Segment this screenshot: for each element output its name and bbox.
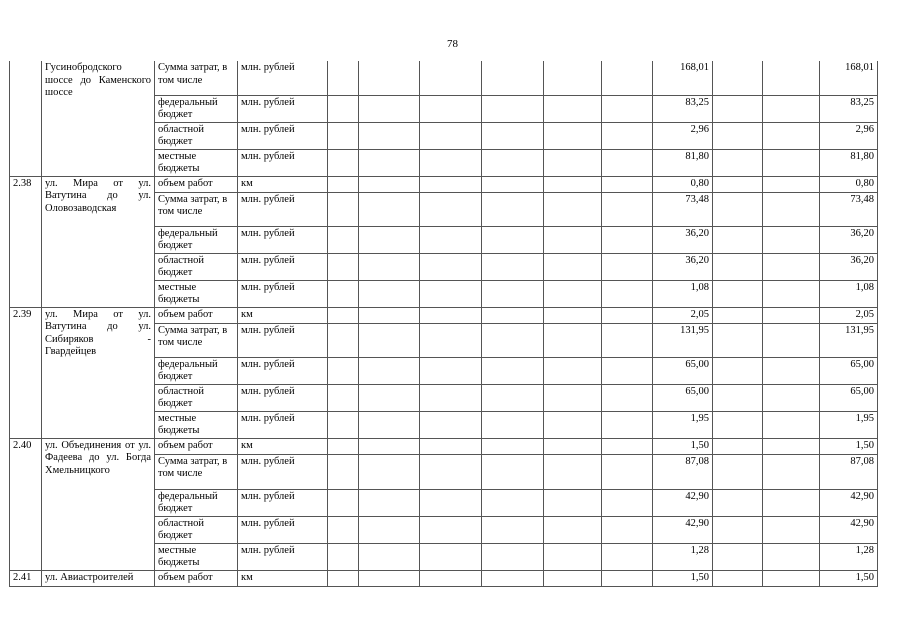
empty-cell: [763, 61, 820, 95]
empty-cell: [482, 543, 544, 570]
table-row: [10, 61, 878, 95]
empty-cell: [482, 192, 544, 226]
empty-cell: [328, 516, 359, 543]
empty-cell: [328, 438, 359, 454]
empty-cell: [544, 411, 602, 438]
table-row: [10, 438, 878, 454]
empty-cell: [420, 411, 482, 438]
empty-cell: [763, 516, 820, 543]
empty-cell: [328, 489, 359, 516]
total-cell: 1,28: [820, 543, 878, 570]
value-cell: 131,95: [653, 323, 713, 357]
row-label: объем работ: [155, 438, 238, 454]
unit-cell: млн. рублей: [238, 149, 328, 176]
empty-cell: [713, 438, 763, 454]
empty-cell: [359, 176, 420, 192]
value-cell: 83,25: [653, 95, 713, 122]
empty-cell: [544, 149, 602, 176]
empty-cell: [420, 489, 482, 516]
empty-cell: [763, 411, 820, 438]
empty-cell: [544, 95, 602, 122]
empty-cell: [328, 226, 359, 253]
empty-cell: [713, 454, 763, 489]
empty-cell: [482, 516, 544, 543]
section-number: 2.39: [10, 307, 42, 438]
empty-cell: [763, 307, 820, 323]
empty-cell: [763, 543, 820, 570]
empty-cell: [328, 176, 359, 192]
row-label: объем работ: [155, 570, 238, 586]
empty-cell: [482, 176, 544, 192]
empty-cell: [328, 192, 359, 226]
empty-cell: [328, 411, 359, 438]
empty-cell: [602, 95, 653, 122]
empty-cell: [763, 176, 820, 192]
total-cell: 36,20: [820, 253, 878, 280]
empty-cell: [328, 122, 359, 149]
row-label: Сумма затрат, в том числе: [155, 323, 238, 357]
section-number: 2.41: [10, 570, 42, 586]
empty-cell: [544, 307, 602, 323]
empty-cell: [602, 438, 653, 454]
object-name: ул. Мира от ул. Ватутина до ул. Сибиряков - Гвардейцев: [42, 307, 155, 438]
empty-cell: [713, 149, 763, 176]
value-cell: 36,20: [653, 226, 713, 253]
empty-cell: [713, 323, 763, 357]
empty-cell: [602, 149, 653, 176]
value-cell: 65,00: [653, 357, 713, 384]
unit-cell: млн. рублей: [238, 192, 328, 226]
empty-cell: [328, 323, 359, 357]
value-cell: 42,90: [653, 516, 713, 543]
total-cell: 83,25: [820, 95, 878, 122]
row-label: федеральный бюджет: [155, 95, 238, 122]
empty-cell: [713, 543, 763, 570]
unit-cell: км: [238, 176, 328, 192]
empty-cell: [420, 176, 482, 192]
empty-cell: [482, 438, 544, 454]
empty-cell: [713, 411, 763, 438]
row-label: объем работ: [155, 176, 238, 192]
row-label: местные бюджеты: [155, 411, 238, 438]
empty-cell: [713, 176, 763, 192]
value-cell: 81,80: [653, 149, 713, 176]
empty-cell: [544, 176, 602, 192]
empty-cell: [602, 454, 653, 489]
total-cell: 65,00: [820, 357, 878, 384]
empty-cell: [602, 192, 653, 226]
empty-cell: [420, 438, 482, 454]
row-label: федеральный бюджет: [155, 357, 238, 384]
empty-cell: [713, 384, 763, 411]
total-cell: 36,20: [820, 226, 878, 253]
empty-cell: [420, 543, 482, 570]
row-label: областной бюджет: [155, 122, 238, 149]
empty-cell: [713, 226, 763, 253]
empty-cell: [713, 570, 763, 586]
empty-cell: [763, 323, 820, 357]
unit-cell: млн. рублей: [238, 226, 328, 253]
unit-cell: млн. рублей: [238, 489, 328, 516]
row-label: местные бюджеты: [155, 543, 238, 570]
empty-cell: [359, 323, 420, 357]
section-number: [10, 61, 42, 176]
empty-cell: [482, 357, 544, 384]
empty-cell: [482, 307, 544, 323]
value-cell: 1,08: [653, 280, 713, 307]
row-label: объем работ: [155, 307, 238, 323]
empty-cell: [420, 61, 482, 95]
total-cell: 1,95: [820, 411, 878, 438]
empty-cell: [420, 149, 482, 176]
total-cell: 0,80: [820, 176, 878, 192]
empty-cell: [544, 61, 602, 95]
empty-cell: [359, 95, 420, 122]
value-cell: 87,08: [653, 454, 713, 489]
empty-cell: [713, 95, 763, 122]
total-cell: 73,48: [820, 192, 878, 226]
empty-cell: [420, 95, 482, 122]
empty-cell: [602, 384, 653, 411]
empty-cell: [544, 226, 602, 253]
empty-cell: [544, 438, 602, 454]
empty-cell: [420, 307, 482, 323]
empty-cell: [544, 192, 602, 226]
empty-cell: [328, 61, 359, 95]
empty-cell: [544, 323, 602, 357]
empty-cell: [359, 543, 420, 570]
empty-cell: [602, 176, 653, 192]
empty-cell: [713, 122, 763, 149]
row-label: федеральный бюджет: [155, 226, 238, 253]
empty-cell: [359, 570, 420, 586]
empty-cell: [359, 122, 420, 149]
object-name: Гусинобродского шоссе до Каменского шоссе: [42, 61, 155, 176]
value-cell: 42,90: [653, 489, 713, 516]
empty-cell: [482, 122, 544, 149]
empty-cell: [482, 280, 544, 307]
empty-cell: [482, 570, 544, 586]
total-cell: 87,08: [820, 454, 878, 489]
empty-cell: [763, 149, 820, 176]
unit-cell: км: [238, 307, 328, 323]
unit-cell: млн. рублей: [238, 454, 328, 489]
empty-cell: [763, 570, 820, 586]
empty-cell: [544, 384, 602, 411]
empty-cell: [420, 122, 482, 149]
unit-cell: млн. рублей: [238, 253, 328, 280]
empty-cell: [420, 454, 482, 489]
empty-cell: [482, 384, 544, 411]
empty-cell: [763, 438, 820, 454]
empty-cell: [328, 253, 359, 280]
empty-cell: [482, 95, 544, 122]
total-cell: 81,80: [820, 149, 878, 176]
empty-cell: [482, 61, 544, 95]
empty-cell: [328, 543, 359, 570]
unit-cell: млн. рублей: [238, 516, 328, 543]
empty-cell: [482, 454, 544, 489]
unit-cell: млн. рублей: [238, 122, 328, 149]
empty-cell: [763, 357, 820, 384]
empty-cell: [602, 61, 653, 95]
empty-cell: [602, 280, 653, 307]
total-cell: 1,50: [820, 570, 878, 586]
empty-cell: [544, 122, 602, 149]
empty-cell: [420, 280, 482, 307]
value-cell: 1,50: [653, 570, 713, 586]
row-label: областной бюджет: [155, 384, 238, 411]
table-row: [10, 307, 878, 323]
empty-cell: [602, 307, 653, 323]
total-cell: 1,50: [820, 438, 878, 454]
empty-cell: [544, 253, 602, 280]
empty-cell: [328, 95, 359, 122]
empty-cell: [602, 357, 653, 384]
row-label: местные бюджеты: [155, 280, 238, 307]
empty-cell: [763, 489, 820, 516]
empty-cell: [482, 489, 544, 516]
value-cell: 2,05: [653, 307, 713, 323]
empty-cell: [602, 516, 653, 543]
empty-cell: [328, 307, 359, 323]
budget-table: [9, 61, 878, 587]
empty-cell: [602, 122, 653, 149]
empty-cell: [420, 570, 482, 586]
empty-cell: [359, 192, 420, 226]
empty-cell: [359, 411, 420, 438]
object-name: ул. Объединения от ул. Фадеева до ул. Богда Хмельницкого: [42, 438, 155, 570]
empty-cell: [328, 454, 359, 489]
empty-cell: [359, 489, 420, 516]
total-cell: 42,90: [820, 516, 878, 543]
unit-cell: млн. рублей: [238, 543, 328, 570]
unit-cell: млн. рублей: [238, 95, 328, 122]
empty-cell: [763, 384, 820, 411]
table-row: [10, 176, 878, 192]
row-label: областной бюджет: [155, 253, 238, 280]
value-cell: 1,95: [653, 411, 713, 438]
section-number: 2.38: [10, 176, 42, 307]
empty-cell: [713, 253, 763, 280]
total-cell: 2,96: [820, 122, 878, 149]
value-cell: 65,00: [653, 384, 713, 411]
empty-cell: [544, 543, 602, 570]
empty-cell: [763, 192, 820, 226]
empty-cell: [602, 489, 653, 516]
empty-cell: [420, 516, 482, 543]
empty-cell: [602, 226, 653, 253]
value-cell: 168,01: [653, 61, 713, 95]
empty-cell: [328, 384, 359, 411]
empty-cell: [602, 543, 653, 570]
empty-cell: [359, 516, 420, 543]
unit-cell: км: [238, 438, 328, 454]
empty-cell: [763, 95, 820, 122]
unit-cell: км: [238, 570, 328, 586]
empty-cell: [359, 253, 420, 280]
unit-cell: млн. рублей: [238, 357, 328, 384]
empty-cell: [359, 226, 420, 253]
empty-cell: [763, 226, 820, 253]
empty-cell: [763, 253, 820, 280]
total-cell: 1,08: [820, 280, 878, 307]
total-cell: 2,05: [820, 307, 878, 323]
empty-cell: [420, 357, 482, 384]
row-label: областной бюджет: [155, 516, 238, 543]
empty-cell: [359, 307, 420, 323]
value-cell: 36,20: [653, 253, 713, 280]
empty-cell: [544, 454, 602, 489]
empty-cell: [544, 280, 602, 307]
value-cell: 2,96: [653, 122, 713, 149]
row-label: федеральный бюджет: [155, 489, 238, 516]
empty-cell: [713, 489, 763, 516]
empty-cell: [763, 454, 820, 489]
empty-cell: [544, 570, 602, 586]
row-label: местные бюджеты: [155, 149, 238, 176]
unit-cell: млн. рублей: [238, 384, 328, 411]
unit-cell: млн. рублей: [238, 323, 328, 357]
empty-cell: [602, 411, 653, 438]
empty-cell: [420, 323, 482, 357]
row-label: Сумма затрат, в том числе: [155, 192, 238, 226]
empty-cell: [359, 384, 420, 411]
empty-cell: [544, 357, 602, 384]
empty-cell: [713, 280, 763, 307]
object-name: ул. Мира от ул. Ватутина до ул. Оловозаводская: [42, 176, 155, 307]
row-label: Сумма затрат, в том числе: [155, 454, 238, 489]
empty-cell: [482, 323, 544, 357]
value-cell: 1,50: [653, 438, 713, 454]
empty-cell: [420, 253, 482, 280]
object-name: ул. Авиастроителей: [42, 570, 155, 586]
empty-cell: [482, 226, 544, 253]
unit-cell: млн. рублей: [238, 411, 328, 438]
empty-cell: [328, 570, 359, 586]
empty-cell: [420, 226, 482, 253]
empty-cell: [359, 454, 420, 489]
empty-cell: [713, 516, 763, 543]
empty-cell: [359, 61, 420, 95]
empty-cell: [713, 192, 763, 226]
empty-cell: [544, 516, 602, 543]
empty-cell: [328, 280, 359, 307]
page-number: 78: [447, 38, 458, 50]
total-cell: 131,95: [820, 323, 878, 357]
empty-cell: [359, 280, 420, 307]
row-label: Сумма затрат, в том числе: [155, 61, 238, 95]
empty-cell: [328, 357, 359, 384]
unit-cell: млн. рублей: [238, 61, 328, 95]
empty-cell: [763, 122, 820, 149]
total-cell: 65,00: [820, 384, 878, 411]
empty-cell: [602, 570, 653, 586]
empty-cell: [482, 253, 544, 280]
empty-cell: [713, 307, 763, 323]
empty-cell: [359, 438, 420, 454]
empty-cell: [544, 489, 602, 516]
empty-cell: [602, 323, 653, 357]
value-cell: 73,48: [653, 192, 713, 226]
empty-cell: [420, 192, 482, 226]
total-cell: 42,90: [820, 489, 878, 516]
empty-cell: [359, 357, 420, 384]
empty-cell: [602, 253, 653, 280]
value-cell: 1,28: [653, 543, 713, 570]
unit-cell: млн. рублей: [238, 280, 328, 307]
empty-cell: [482, 149, 544, 176]
table-row: [10, 570, 878, 586]
section-number: 2.40: [10, 438, 42, 570]
empty-cell: [763, 280, 820, 307]
total-cell: 168,01: [820, 61, 878, 95]
empty-cell: [328, 149, 359, 176]
empty-cell: [482, 411, 544, 438]
empty-cell: [420, 384, 482, 411]
empty-cell: [359, 149, 420, 176]
value-cell: 0,80: [653, 176, 713, 192]
empty-cell: [713, 357, 763, 384]
empty-cell: [713, 61, 763, 95]
